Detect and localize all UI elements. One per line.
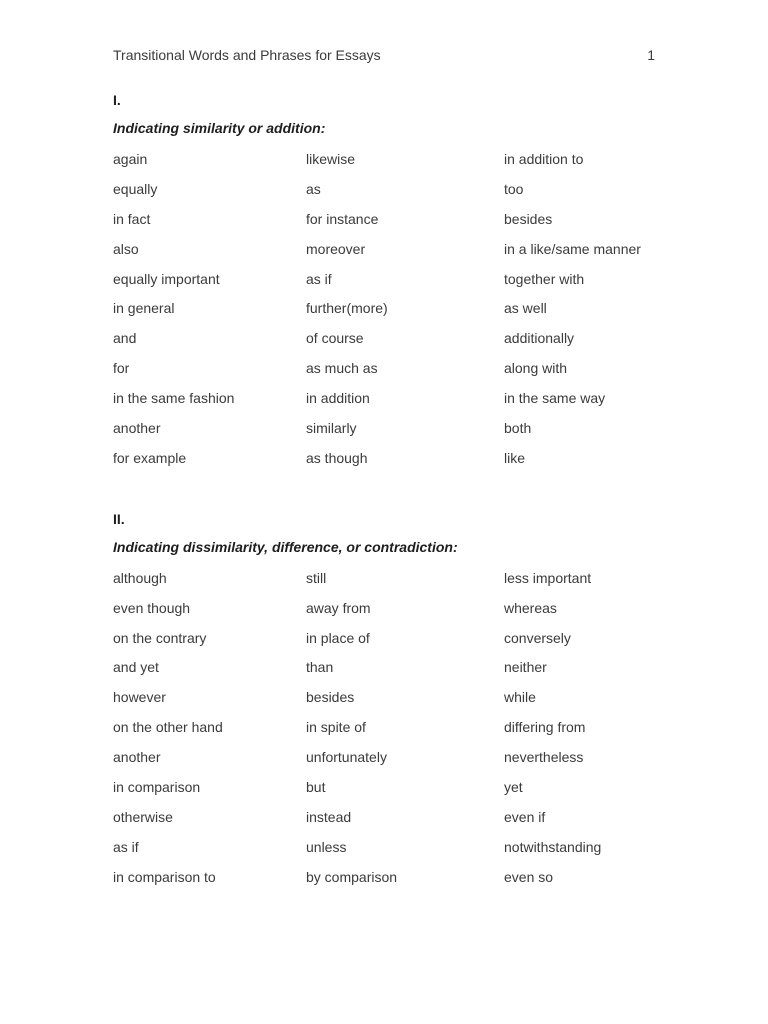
word-cell: and <box>113 330 137 347</box>
word-cell: nevertheless <box>504 749 584 766</box>
word-cell: further(more) <box>306 300 388 317</box>
word-cell: for example <box>113 449 187 466</box>
word-cell: in addition to <box>504 151 584 167</box>
word-cell: as much as <box>306 360 378 377</box>
word-cell: of course <box>306 330 364 347</box>
word-cell: also <box>113 240 139 257</box>
word-cell: both <box>504 420 532 437</box>
word-cell: in comparison <box>113 779 201 796</box>
word-cell: although <box>113 569 167 586</box>
word-section <box>113 511 655 899</box>
word-cell: besides <box>306 689 355 706</box>
word-cell: still <box>306 569 327 586</box>
word-cell: whereas <box>504 599 557 616</box>
word-cell: moreover <box>306 240 366 257</box>
section-numeral: I. <box>113 92 121 108</box>
word-cell: differing from <box>504 719 586 736</box>
word-cell: even if <box>504 808 546 825</box>
word-cell: in the same way <box>504 390 606 407</box>
word-cell: as if <box>306 270 332 287</box>
word-cell: in comparison to <box>113 868 216 885</box>
word-cell: while <box>504 689 536 706</box>
word-cell: another <box>113 420 161 437</box>
word-grid <box>113 151 655 480</box>
word-cell: again <box>113 151 148 167</box>
word-cell: along with <box>504 360 568 377</box>
word-cell: yet <box>504 779 523 796</box>
word-cell: equally <box>113 180 158 197</box>
word-cell: in fact <box>113 210 151 227</box>
word-cell: in the same fashion <box>113 390 235 407</box>
word-cell: even though <box>113 599 191 616</box>
section-heading: Indicating dissimilarity, difference, or contradiction: <box>113 538 458 555</box>
word-cell: in addition <box>306 390 370 407</box>
word-cell: additionally <box>504 330 575 347</box>
word-cell: like <box>504 449 526 466</box>
sections-container <box>113 92 655 899</box>
word-cell: and yet <box>113 659 159 676</box>
word-cell: as if <box>113 838 139 855</box>
word-cell: for <box>113 360 130 377</box>
section-numeral: II. <box>113 510 125 527</box>
page-number: 1 <box>647 47 655 63</box>
word-cell: likewise <box>306 151 356 167</box>
word-cell: unfortunately <box>306 749 387 766</box>
word-cell: too <box>504 180 524 197</box>
word-cell: as well <box>504 300 547 317</box>
word-cell: besides <box>504 210 553 227</box>
word-cell: notwithstanding <box>504 838 602 855</box>
word-cell: less important <box>504 569 592 586</box>
word-section <box>113 92 655 480</box>
document-title: Transitional Words and Phrases for Essays <box>113 47 381 63</box>
word-cell: in general <box>113 300 175 317</box>
word-cell: as though <box>306 449 368 466</box>
word-cell: in a like/same manner <box>504 240 641 257</box>
word-cell: than <box>306 659 334 676</box>
word-cell: in spite of <box>306 719 366 736</box>
word-cell: but <box>306 779 326 796</box>
word-cell: as <box>306 180 321 197</box>
word-cell: similarly <box>306 420 357 437</box>
word-cell: equally important <box>113 270 220 287</box>
word-cell: in place of <box>306 629 370 646</box>
word-cell: instead <box>306 808 352 825</box>
word-cell: neither <box>504 659 547 676</box>
word-cell: away from <box>306 599 371 616</box>
word-cell: another <box>113 749 161 766</box>
word-cell: otherwise <box>113 808 173 825</box>
word-cell: together with <box>504 270 585 287</box>
word-cell: on the contrary <box>113 629 207 646</box>
word-cell: by comparison <box>306 868 398 885</box>
word-cell: however <box>113 689 166 706</box>
word-cell: conversely <box>504 629 571 646</box>
word-cell: unless <box>306 838 347 855</box>
document-header <box>113 47 655 63</box>
word-grid <box>113 570 655 899</box>
word-cell: on the other hand <box>113 719 223 736</box>
word-cell: even so <box>504 868 554 885</box>
section-heading: Indicating similarity or addition: <box>113 120 326 136</box>
word-cell: for instance <box>306 210 379 227</box>
